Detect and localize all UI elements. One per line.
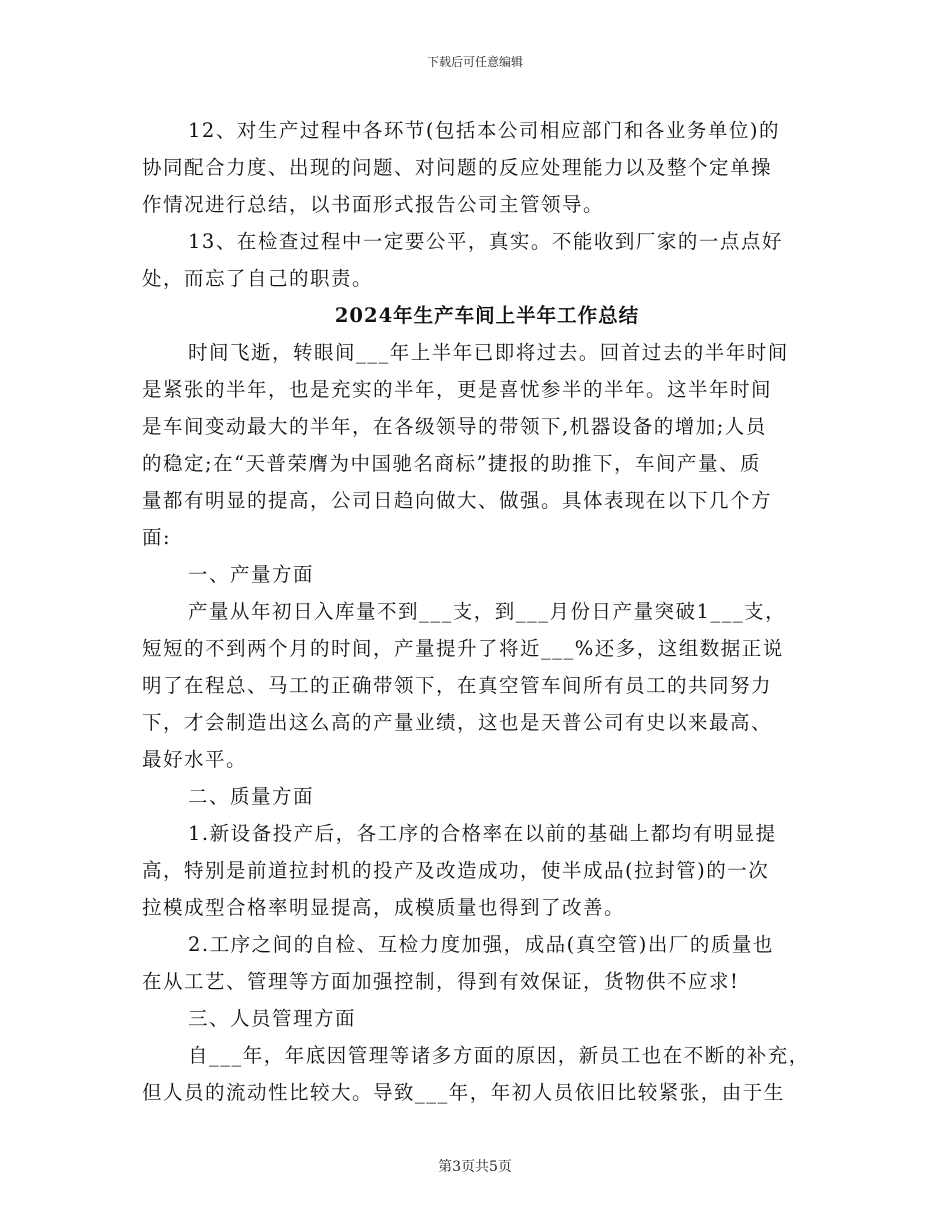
text-line: 是紧张的半年，也是充实的半年，更是喜忧参半的半年。这半年时间	[142, 378, 773, 401]
document-body	[142, 112, 832, 1111]
text-line: 高，特别是前道拉封机的投产及改造成功，使半成品(拉封管)的一次	[142, 859, 770, 882]
text-line: 量都有明显的提高，公司日趋向做大、做强。具体表现在以下几个方	[142, 489, 773, 512]
text-line: 时间飞逝，转眼间___年上半年已即将过去。回首过去的半年时间	[188, 341, 789, 364]
text-line: 面:	[142, 526, 172, 549]
text-line: 是车间变动最大的半年，在各级领导的带领下,机器设备的增加;人员	[142, 415, 767, 438]
text-line: 下，才会制造出这么高的产量业绩，这也是天普公司有史以来最高、	[142, 711, 773, 734]
text-line: 最好水平。	[142, 748, 248, 771]
text-line: 协同配合力度、出现的问题、对问题的反应处理能力以及整个定单操	[142, 156, 773, 179]
text-line: 但人员的流动性比较大。导致___年，年初人员依旧比较紧张，由于生	[142, 1081, 785, 1104]
text-line: 2.工序之间的自检、互检力度加强，成品(真空管)出厂的质量也	[188, 933, 774, 956]
page-footer: 第3页共5页	[438, 1159, 512, 1175]
text-line: 作情况进行总结，以书面形式报告公司主管领导。	[142, 193, 605, 216]
text-line: 在从工艺、管理等方面加强控制，得到有效保证，货物供不应求!	[142, 970, 740, 993]
page-header: 下载后可任意编辑	[426, 55, 523, 69]
text-line: 12、对生产过程中各环节(包括本公司相应部门和各业务单位)的	[188, 119, 781, 142]
text-line: 的稳定;在“天普荣膺为中国驰名商标”捷报的助推下，车间产量、质	[142, 452, 762, 475]
text-line: 处，而忘了自己的职责。	[142, 267, 374, 290]
text-line: 拉模成型合格率明显提高，成模质量也得到了改善。	[142, 896, 626, 919]
text-line: 一、产量方面	[188, 563, 315, 586]
section-title: 2024年生产车间上半年工作总结	[334, 304, 640, 327]
text-line: 短短的不到两个月的时间，产量提升了将近___%还多，这组数据正说	[142, 637, 784, 660]
text-line: 13、在检查过程中一定要公平，真实。不能收到厂家的一点点好	[188, 230, 783, 253]
text-line: 1.新设备投产后，各工序的合格率在以前的基础上都均有明显提	[188, 822, 777, 845]
text-line: 二、质量方面	[188, 785, 315, 808]
text-line: 产量从年初日入库量不到___支，到___月份日产量突破1___支，	[188, 600, 787, 623]
text-line: 三、人员管理方面	[188, 1007, 357, 1030]
text-line: 明了在程总、马工的正确带领下，在真空管车间所有员工的共同努力	[142, 674, 773, 697]
text-line: 自___年，年底因管理等诸多方面的原因，新员工也在不断的补充，	[188, 1044, 810, 1067]
